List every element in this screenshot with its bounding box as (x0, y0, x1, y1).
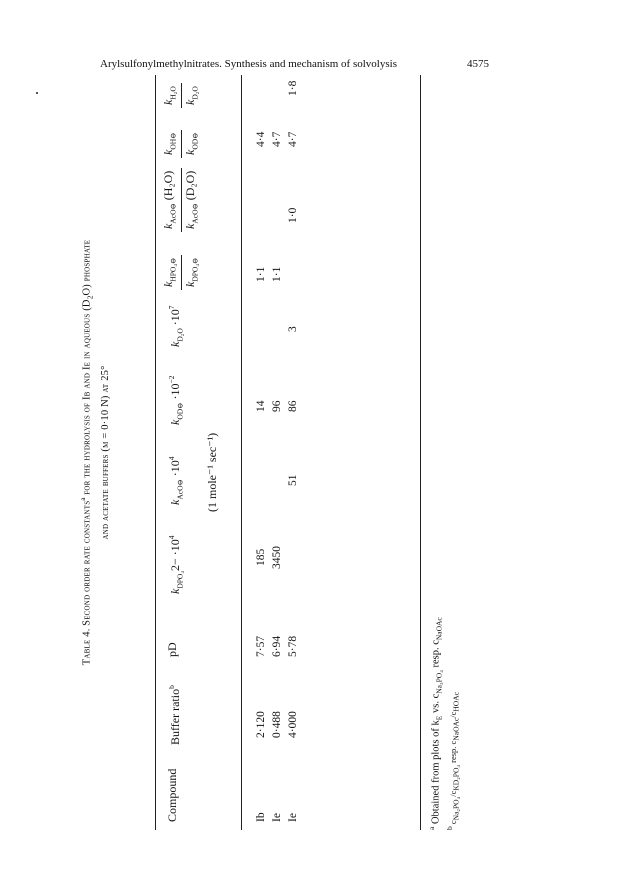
table-cell-ratio-acoh: 1·0 (287, 207, 299, 223)
table-cell-ratio-oh: 4·4 (255, 131, 267, 147)
footnote-a-text-end: resp. c (430, 640, 442, 671)
header-ratio-oh (161, 130, 203, 158)
header-ratio-hpo4 (161, 255, 203, 290)
table-cell-ratio-oh: 4·7 (271, 131, 283, 147)
ratio-hpo4-num-sub: HPO₄⊖ (168, 257, 178, 282)
header-k-dpo4-tail: 2− ·10 (168, 539, 182, 572)
ratio-h2o-num-sub: H₂O (168, 86, 178, 100)
table-cell-ratio-hpo4: 1·1 (271, 266, 283, 282)
footnote-a-text-tail: vs. c (430, 693, 442, 716)
table-cell-k-dpo4: 185 (255, 548, 267, 566)
caption-line-2: and acetate buffers (μ = 0·10 N) at 25° (99, 365, 111, 540)
table-cell-compound: Ie (287, 813, 299, 822)
footnote-b-marker: b (445, 826, 454, 830)
header-k-od (165, 376, 187, 425)
caption-text-1: Second order rate constants (81, 500, 93, 626)
table-cell-pd: 7·57 (255, 635, 267, 657)
ratio-acoh-den-k: k (183, 223, 198, 229)
ratio-oh-fraction (161, 130, 203, 158)
ratio-acoh-denominator (182, 168, 202, 232)
ratio-oh-den-sub: OD⊖ (190, 132, 200, 150)
footnote-b-sub-2: KD₂PO₄ (451, 764, 461, 791)
caption-line-1 (75, 75, 98, 830)
header-k-dpo4-sub: DPO₄ (175, 571, 185, 589)
header-k-d2o (165, 305, 187, 347)
header-k-d2o-sub: D₂O (175, 328, 185, 342)
footnote-b-text: c (447, 820, 458, 825)
page-number: 4575 (467, 58, 489, 70)
table-cell-k-d2o: 3 (287, 326, 299, 332)
footnote-a-sub-e: E (434, 715, 444, 721)
header-k-acod-tail: ·10 (168, 460, 182, 480)
header-k-d2o-tail: ·10 (168, 309, 182, 329)
bottom-rule (420, 75, 421, 830)
ratio-hpo4-numerator (161, 255, 182, 290)
table-cell-k-acod: 51 (287, 474, 299, 486)
table-cell-buffer-ratio: 4·000 (287, 711, 299, 738)
table-cell-k-od: 96 (271, 400, 283, 412)
footnote-b-sub-1: Na₂PO₄ (451, 796, 461, 821)
units-note: (1 mole⁻¹ sec⁻¹) (205, 432, 219, 512)
ratio-hpo4-den-k: k (183, 281, 198, 287)
table-cell-pd: 6·94 (271, 635, 283, 657)
header-ratio-acoh (161, 168, 203, 232)
ratio-acoh-den-sub: AcO⊖ (190, 203, 200, 224)
footnote-b-sub-3: NaOAc (451, 717, 461, 741)
ratio-h2o-fraction (161, 83, 203, 108)
header-rule (241, 75, 242, 830)
header-compound: Compound (165, 768, 179, 822)
footnote-a-text: Obtained from plots of k (430, 720, 442, 825)
header-ratio-h2o (161, 83, 203, 108)
table-cell-k-od: 14 (255, 400, 267, 412)
header-k-dpo4 (165, 536, 187, 594)
table-cell-compound: Ib (255, 812, 267, 822)
table-cell-compound: Ie (271, 813, 283, 822)
header-k-d2o-k: k (168, 341, 182, 347)
header-k-dpo4-exp: 4 (167, 535, 176, 540)
caption-label: Table 4. (81, 628, 93, 666)
caption-text-1b: for the hydrolysis of Ib and Ie in aqueous (D (81, 299, 93, 495)
header-k-od-tail: ·10 (168, 383, 182, 403)
ratio-h2o-den-sub: D₂O (190, 86, 200, 100)
header-pd: pD (165, 642, 179, 657)
table-caption (75, 75, 113, 830)
header-buffer-ratio-text: Buffer ratio (168, 688, 182, 745)
footnote-b-sub-4: HOAc (451, 692, 461, 712)
ratio-h2o-den-k: k (183, 99, 198, 105)
header-buffer-ratio-marker: b (167, 685, 176, 689)
footnote-a-sub-na3po4: Na₃PO₄ (434, 670, 444, 694)
table-cell-pd: 5·78 (287, 635, 299, 657)
ratio-hpo4-den-sub: DPO₄⊖ (190, 257, 200, 282)
ratio-oh-numerator (161, 130, 182, 158)
footnote-a-sub-naoac: NaOAc (434, 617, 444, 641)
ratio-hpo4-fraction (161, 255, 203, 290)
ratio-oh-num-k: k (161, 149, 175, 155)
ratio-h2o-num-k: k (161, 99, 175, 105)
ratio-acoh-num-k: k (161, 223, 175, 229)
caption-sub-2: 2 (85, 295, 95, 300)
ratio-acoh-fraction (161, 168, 203, 232)
header-k-od-k: k (168, 419, 182, 425)
header-k-od-sub: OD⊖ (175, 402, 185, 420)
top-rule (155, 75, 156, 830)
header-k-acod-sub: AcO⊖ (175, 479, 185, 500)
ratio-h2o-denominator (182, 83, 202, 108)
footnote-b: $^b$ $c_{Na_2PO_4}/c_{KD_2PO_4}$ resp. $c_{NaOAc}/c_{HOAc}$ (445, 692, 461, 830)
header-k-acod-exp: 4 (167, 456, 176, 461)
table-cell-ratio-oh: 4·7 (287, 131, 299, 147)
ratio-hpo4-denominator (182, 255, 202, 290)
table-cell-buffer-ratio: 0·488 (271, 711, 283, 738)
table-cell-k-od: 86 (287, 400, 299, 412)
header-k-acod (165, 456, 187, 505)
ratio-hpo4-num-k: k (161, 281, 175, 287)
running-head-title: Arylsulfonylmethylnitrates. Synthesis and mechanism of solvolysis (100, 58, 397, 70)
ratio-oh-denominator (182, 130, 202, 158)
header-k-od-exp: −2 (167, 375, 176, 384)
ratio-h2o-numerator (161, 83, 182, 108)
caption-marker: a (78, 497, 87, 501)
footnote-a (427, 617, 444, 830)
header-k-acod-k: k (168, 499, 182, 505)
ratio-acoh-den-tail: (D₂O) (183, 170, 198, 204)
header-k-d2o-exp: 7 (167, 305, 176, 310)
footnote-b-text-end: resp. c (447, 740, 458, 765)
footnote-a-marker: a (427, 826, 436, 830)
ratio-acoh-num-tail: (H₂O) (161, 170, 175, 204)
header-k-dpo4-k: k (168, 588, 182, 594)
ratio-oh-den-k: k (183, 149, 198, 155)
ratio-acoh-numerator (161, 168, 182, 232)
ratio-oh-num-sub: OH⊖ (168, 132, 178, 150)
ratio-acoh-num-sub: AcO⊖ (168, 203, 178, 224)
stray-mark (36, 92, 38, 94)
table-cell-k-dpo4: 3450 (271, 546, 283, 569)
table-cell-buffer-ratio: 2·120 (255, 711, 267, 738)
table-cell-ratio-hpo4: 1·1 (255, 266, 267, 282)
header-buffer-ratio (165, 685, 182, 745)
caption-text-1c: O) phosphate (81, 239, 93, 296)
rotated-table (75, 75, 505, 830)
table-cell-ratio-h2o: 1·8 (287, 80, 299, 96)
